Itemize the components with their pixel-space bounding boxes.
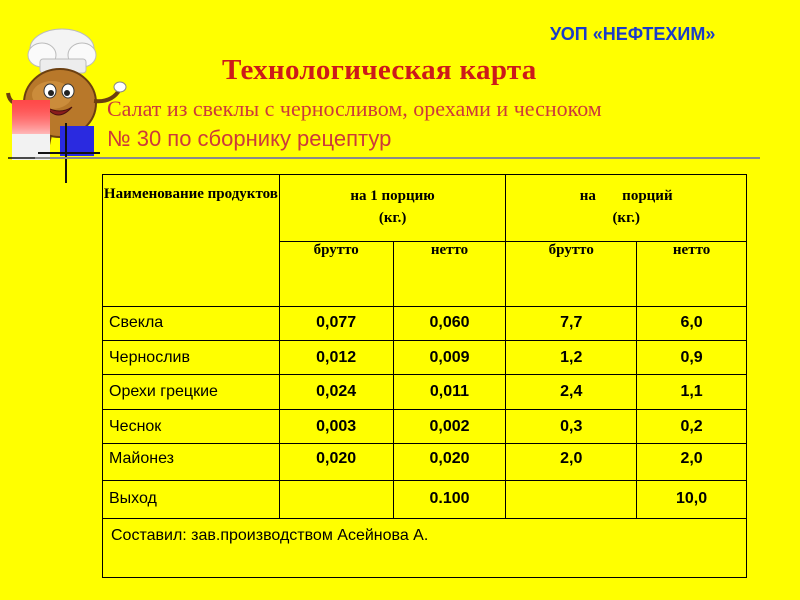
gross-per-portion: 0,012: [279, 341, 393, 375]
net-per-portion: 0,002: [393, 409, 506, 443]
net-total: 0,9: [637, 341, 747, 375]
gross-total: 2,4: [506, 375, 637, 409]
gross-total: 2,0: [506, 444, 637, 480]
product-name: Чеснок: [103, 409, 280, 443]
header-product: Наименование продуктов: [103, 175, 280, 307]
gross-per-portion: 0,020: [279, 444, 393, 480]
product-name: Чернослив: [103, 341, 280, 375]
net-total: 10,0: [637, 480, 747, 518]
table-row-yield: [103, 480, 747, 518]
subheader-gross-2: брутто: [506, 241, 637, 306]
gross-total: [506, 480, 637, 518]
gross-per-portion: [279, 480, 393, 518]
header-per-portion-label: на 1 порцию: [350, 188, 435, 204]
subheader-net-2: нетто: [637, 241, 747, 306]
net-total: 0,2: [637, 409, 747, 443]
table-row: [103, 306, 747, 340]
decorative-squares: [8, 98, 103, 183]
net-per-portion: 0,060: [393, 306, 506, 340]
product-name: Орехи грецкие: [103, 375, 280, 409]
yield-label: Выход: [103, 480, 280, 518]
table-row: [103, 444, 747, 480]
net-per-portion: 0,020: [393, 444, 506, 480]
page-title: Технологическая карта: [222, 54, 537, 86]
tech-card-table: [102, 174, 747, 578]
header-divider: [35, 157, 760, 159]
gross-per-portion: 0,003: [279, 409, 393, 443]
net-per-portion: 0,009: [393, 341, 506, 375]
header-per-n-portions: [506, 175, 747, 242]
net-per-portion: 0.100: [393, 480, 506, 518]
net-per-portion: 0,011: [393, 375, 506, 409]
table-row: [103, 409, 747, 443]
gross-total: 1,2: [506, 341, 637, 375]
header-per-n-portions-unit: (кг.): [612, 210, 640, 226]
subheader-net-1: нетто: [393, 241, 506, 306]
recipe-reference: № 30 по сборнику рецептур: [107, 126, 392, 151]
gross-total: 7,7: [506, 306, 637, 340]
net-total: 2,0: [637, 444, 747, 480]
product-name: Майонез: [103, 444, 280, 480]
header-per-portion: [279, 175, 506, 242]
net-total: 6,0: [637, 306, 747, 340]
subheader-gross-1: брутто: [279, 241, 393, 306]
net-total: 1,1: [637, 375, 747, 409]
product-name: Свекла: [103, 306, 280, 340]
organization-name: УОП «НЕФТЕХИМ»: [550, 24, 716, 44]
table-row: [103, 375, 747, 409]
gross-total: 0,3: [506, 409, 637, 443]
header-per-portion-unit: (кг.): [378, 210, 407, 226]
header-per-n-portions-label: на порций: [579, 188, 673, 204]
table-row: [103, 341, 747, 375]
gross-per-portion: 0,077: [279, 306, 393, 340]
compiled-by: Составил: зав.производством Асейнова А.: [103, 519, 747, 578]
gross-per-portion: 0,024: [279, 375, 393, 409]
dish-name: Салат из свеклы с черносливом, орехами и чесноком: [107, 96, 602, 121]
